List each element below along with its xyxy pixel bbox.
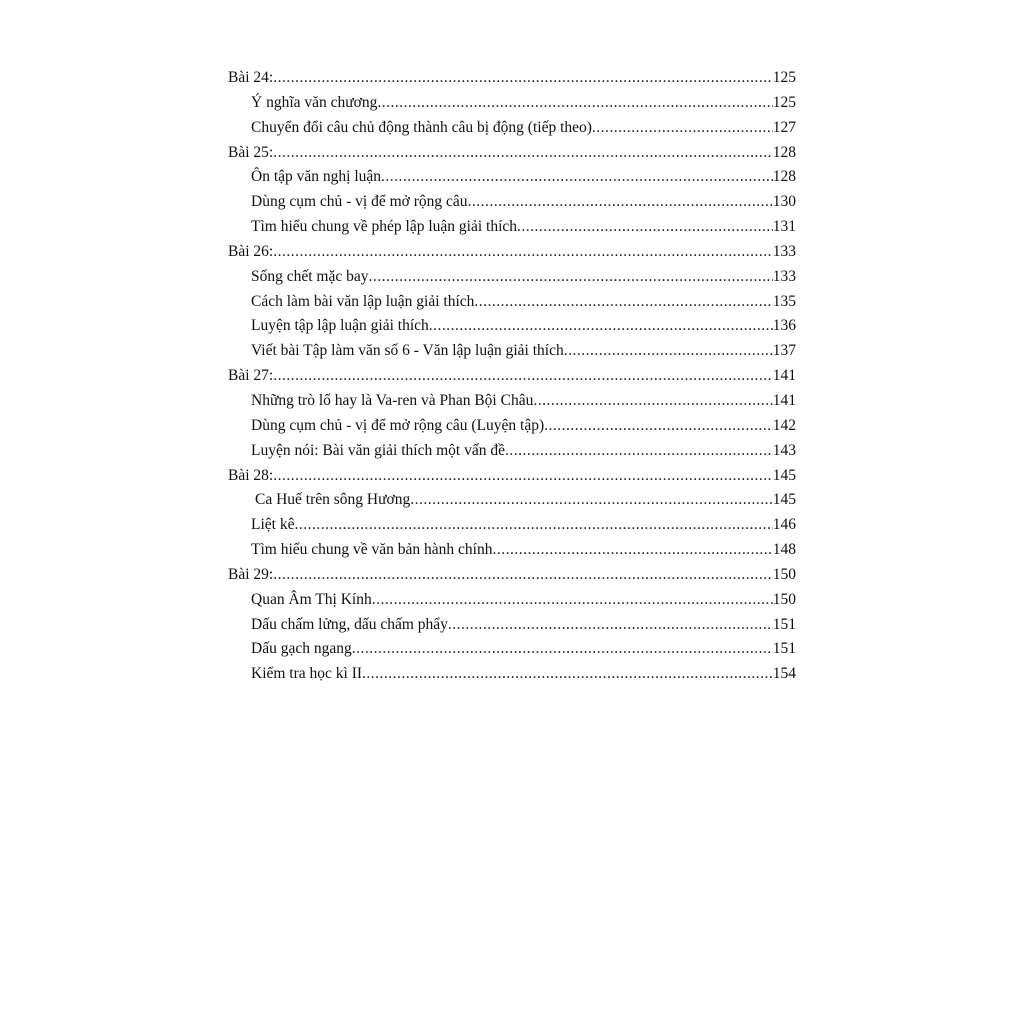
toc-page-number: 131 [772,218,796,236]
dot-leader [505,439,773,464]
toc-entry-label: Luyện nói: Bài văn giải thích một vấn đề [251,441,505,459]
toc-entry-label: Luyện tập lập luận giải thích [251,317,429,335]
toc-entry-row [228,488,796,513]
toc-page-number: 150 [772,565,796,583]
toc-page-number: 136 [772,317,796,335]
toc-entry-label: Dùng cụm chủ - vị để mở rộng câu [251,193,468,211]
toc-page-number: 151 [772,615,796,633]
toc-entry-label: Viết bài Tập làm văn số 6 - Văn lập luận giải thích [251,342,564,360]
toc-entry-label: Dấu gạch ngang [251,640,352,658]
toc-page-number: 137 [772,342,796,360]
toc-page-number: 127 [772,118,796,136]
toc-page-number: 143 [772,441,796,459]
dot-leader [273,364,773,389]
dot-leader [352,637,773,662]
toc-entry-row [228,637,796,662]
dot-leader [474,290,772,315]
toc-page-number: 128 [772,143,796,161]
toc-entry-row [228,513,796,538]
dot-leader [429,314,773,339]
dot-leader [273,240,773,265]
toc-entry-row [228,314,796,339]
toc-entry-row [228,116,796,141]
dot-leader [492,538,772,563]
toc-page-number: 150 [772,590,796,608]
toc-entry-label: Dùng cụm chủ - vị để mở rộng câu (Luyện tập) [251,416,545,434]
toc-entry-row [228,190,796,215]
toc-entry-label: Tìm hiểu chung về phép lập luận giải thích [251,218,518,236]
toc-entry-row [228,414,796,439]
toc-page-number: 125 [772,93,796,111]
dot-leader [381,165,773,190]
dot-leader [564,339,773,364]
toc-entry-row [228,265,796,290]
toc-page-number: 142 [772,416,796,434]
toc-entry-label: Ôn tập văn nghị luận [251,168,382,186]
toc-entry-row [228,662,796,687]
dot-leader [362,662,773,687]
dot-leader [273,141,773,166]
dot-leader [592,116,773,141]
toc-page-number: 154 [772,665,796,683]
toc-section-row [228,464,796,489]
toc-entry-label: Cách làm bài văn lập luận giải thích [251,292,475,310]
dot-leader [273,563,773,588]
dot-leader [273,464,773,489]
toc-page-number: 133 [772,242,796,260]
dot-leader [294,513,772,538]
toc-page-number: 125 [772,69,796,86]
toc-section-row [228,141,796,166]
toc-entry-row [228,290,796,315]
toc-page-number: 145 [772,466,796,484]
toc-entry-label: Dấu chấm lửng, dấu chấm phẩy [251,615,448,633]
toc-section-row [228,240,796,265]
toc-section-label: Bài 29: [228,565,274,583]
toc-page-number: 133 [772,267,796,285]
toc-entry-label: Chuyển đổi câu chủ động thành câu bị động (tiếp theo) [251,118,592,136]
toc-page-number: 151 [772,640,796,658]
toc-entry-label: Liệt kê [251,516,295,534]
toc-entry-label: Quan Âm Thị Kính [251,590,372,608]
dot-leader [517,215,773,240]
toc-page-number: 145 [772,491,796,509]
toc-entry-label: Kiểm tra học kì II [251,665,363,683]
toc-page-number: 146 [772,516,796,534]
toc-section-row [228,364,796,389]
dot-leader [533,389,772,414]
toc-page-number: 141 [772,367,796,385]
dot-leader [448,613,773,638]
toc-entry-label: Những trò lố hay là Va-ren và Phan Bội Châu [251,391,534,409]
toc-entry-row [228,588,796,613]
dot-leader [544,414,773,439]
toc-entry-row [228,389,796,414]
table-of-contents [228,66,796,687]
dot-leader [377,91,772,116]
toc-section-label: Bài 24: [228,69,274,86]
dot-leader [372,588,773,613]
toc-entry-row [228,91,796,116]
toc-section-label: Bài 26: [228,242,274,260]
toc-entry-row [228,339,796,364]
toc-section-label: Bài 28: [228,466,274,484]
dot-leader [369,265,773,290]
toc-page-number: 130 [772,193,796,211]
toc-entry-row [228,215,796,240]
toc-entry-label: Ý nghĩa văn chương [251,93,378,111]
dot-leader [468,190,773,215]
toc-entry-label: Ca Huế trên sông Hương [255,491,411,509]
toc-entry-row [228,439,796,464]
toc-entry-row [228,538,796,563]
dot-leader [273,66,773,91]
toc-section-label: Bài 25: [228,143,274,161]
dot-leader [410,488,773,513]
toc-entry-row [228,165,796,190]
toc-page-number: 141 [772,391,796,409]
toc-section-row [228,563,796,588]
toc-section-row [228,66,796,91]
toc-page-number: 135 [772,292,796,310]
toc-section-label: Bài 27: [228,367,274,385]
toc-entry-label: Tìm hiểu chung về văn bản hành chính [251,541,493,559]
toc-page-number: 148 [772,541,796,559]
toc-entry-label: Sống chết mặc bay [251,267,369,285]
toc-entry-row [228,613,796,638]
toc-page-number: 128 [772,168,796,186]
